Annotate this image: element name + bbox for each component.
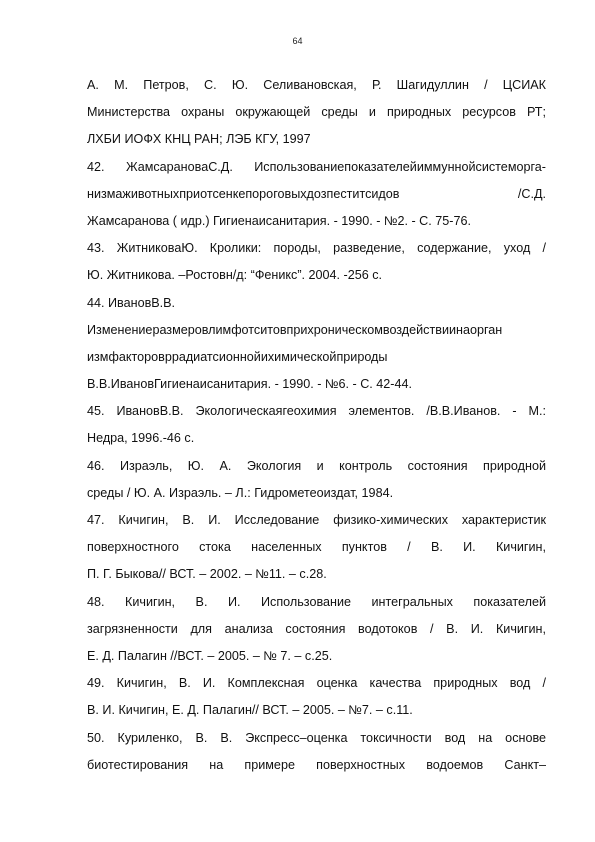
text-line: П. Г. Быкова// ВСТ. – 2002. – №11. – с.28.: [87, 567, 327, 582]
text-line: среды / Ю. А. Израэль. – Л.: Гидрометеоиздат, 1984.: [87, 485, 394, 500]
page-number: 64: [292, 36, 303, 46]
text-line: поверхностного стока населенных пунктов / В. И. Кичигин,: [87, 540, 546, 555]
text-line: 44. ИвановВ.В.: [87, 295, 176, 310]
text-line: измфакторовррадиатсионнойихимическойприроды: [87, 349, 388, 364]
text-line: 45. ИвановВ.В. Экологическаягеохимия элементов. /В.В.Иванов. - М.:: [87, 404, 546, 419]
text-line: 46. Израэль, Ю. А. Экология и контроль состояния природной: [87, 458, 546, 473]
text-line: ЛХБИ ИОФХ КНЦ РАН; ЛЭБ КГУ, 1997: [87, 132, 311, 147]
text-line: Изменениеразмеровлимфотситовприхроническомвоздействиинаорган: [87, 322, 503, 337]
text-line: Ю. Житникова. –Ростовн/д: “Феникс”. 2004. -256 с.: [87, 268, 383, 283]
text-line: Е. Д. Палагин //ВСТ. – 2005. – № 7. – с.25.: [87, 648, 333, 663]
text-line: 50. Куриленко, В. В. Экспресс–оценка токсичности вод на основе: [87, 730, 546, 745]
bibliography-text: [87, 72, 546, 779]
text-line: загрязненности для анализа состояния водотоков / В. И. Кичигин,: [87, 621, 546, 636]
text-line: Министерства охраны окружающей среды и природных ресурсов РТ;: [87, 105, 546, 120]
text-line: В.В.ИвановГигиенаисанитария. - 1990. - №6. - С. 42-44.: [87, 377, 413, 392]
text-line: Жамсаранова ( идр.) Гигиенаисанитария. - 1990. - №2. - С. 75-76.: [87, 213, 471, 228]
text-line: Недра, 1996.-46 с.: [87, 431, 195, 446]
text-line: 48. Кичигин, В. И. Использование интегральных показателей: [87, 594, 546, 609]
text-line: А. М. Петров, С. Ю. Селивановская, Р. Шагидуллин / ЦСИАК: [87, 78, 546, 92]
text-line: 42. ЖамсарановаС.Д. Использованиепоказателейиммуннойсистеморга-: [87, 159, 546, 174]
text-line: 49. Кичигин, В. И. Комплексная оценка качества природных вод /: [87, 676, 546, 691]
text-line: 47. Кичигин, В. И. Исследование физико-химических характеристик: [87, 513, 546, 527]
text-line: биотестирования на примере поверхностных водоемов Санкт–: [87, 757, 546, 772]
text-line: В. И. Кичигин, Е. Д. Палагин// ВСТ. – 2005. – №7. – с.11.: [87, 703, 413, 718]
text-line: низмаживотныхприотсенкепороговыхдозпеститсидов /С.Д.: [87, 186, 546, 201]
text-line: 43. ЖитниковаЮ. Кролики: породы, разведение, содержание, уход /: [87, 241, 546, 256]
